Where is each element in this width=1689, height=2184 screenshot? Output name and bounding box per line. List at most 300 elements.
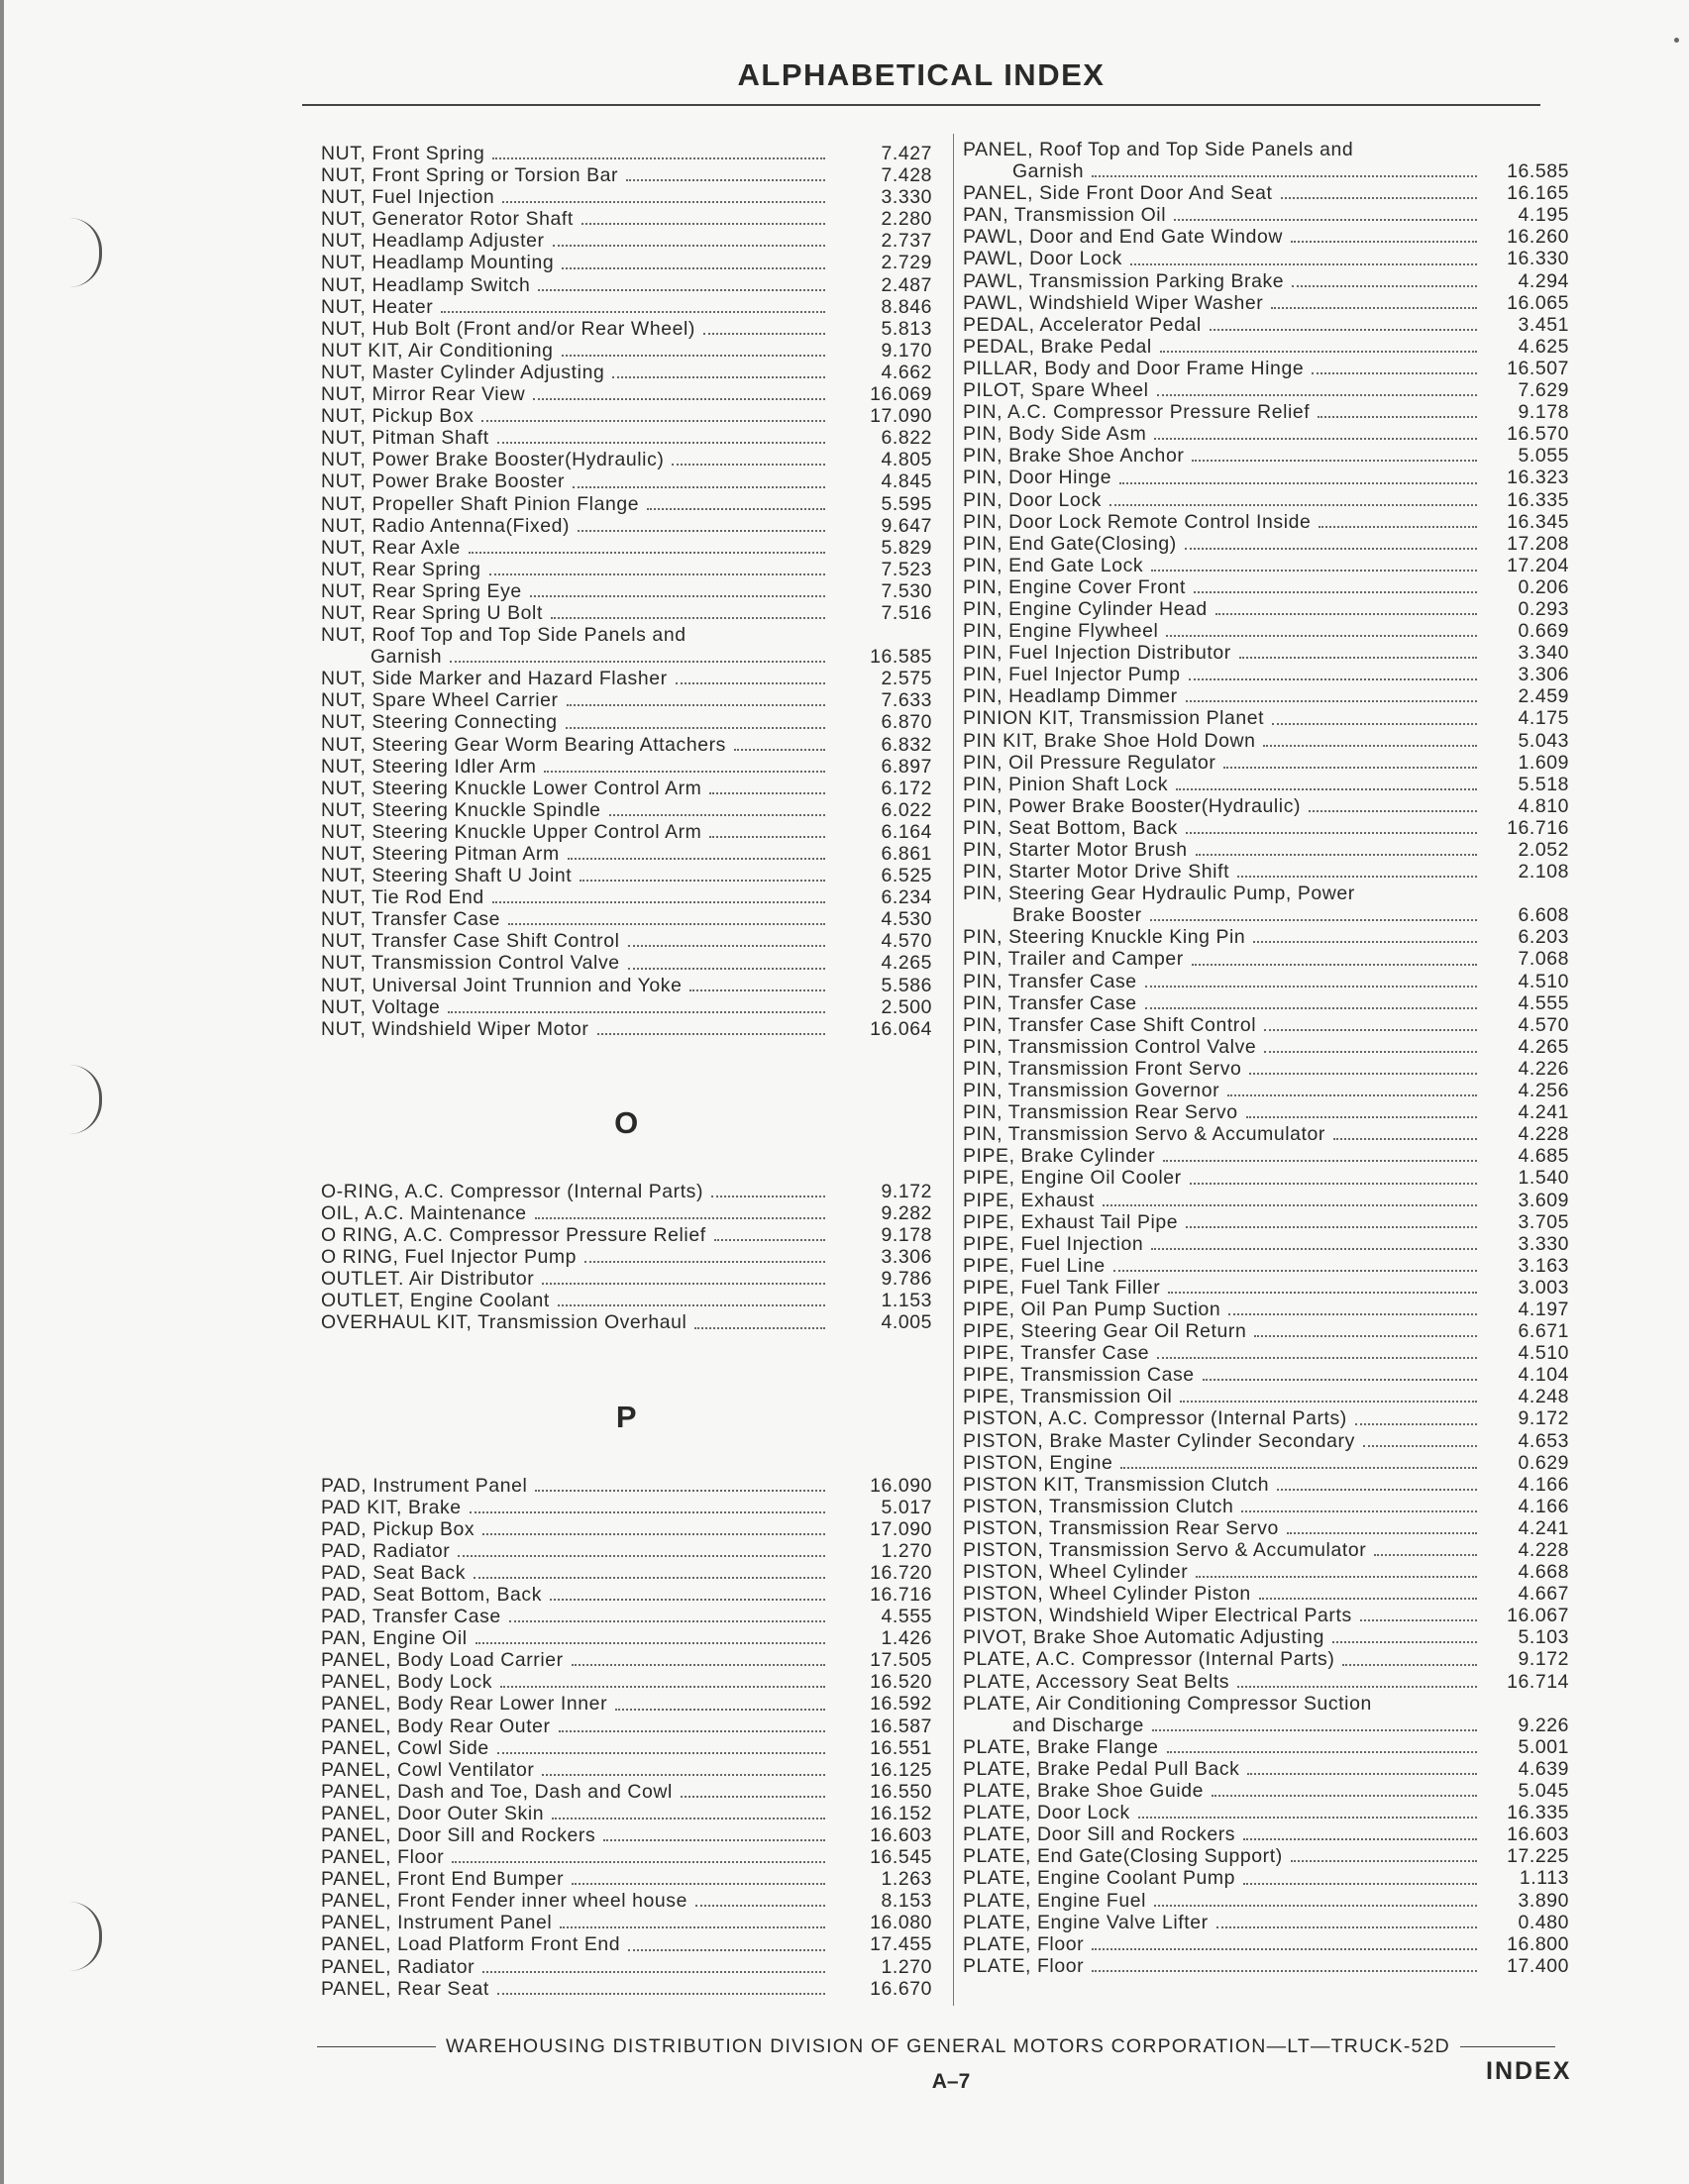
dot-leader xyxy=(1227,1094,1477,1096)
entry-name: NUT, Steering Knuckle Lower Control Arm xyxy=(321,777,702,799)
entry-name: NUT, Side Marker and Hazard Flasher xyxy=(321,668,668,690)
entry-reference: 4.510 xyxy=(1518,970,1569,992)
entry-reference: 6.022 xyxy=(881,798,932,821)
entry-name: PANEL, Rear Seat xyxy=(321,1977,489,2000)
dot-leader xyxy=(1360,1619,1477,1621)
entry-reference: 4.226 xyxy=(1518,1057,1569,1080)
index-entry xyxy=(963,139,1569,182)
entry-reference: 16.570 xyxy=(1507,423,1569,446)
entry-reference: 7.427 xyxy=(881,143,932,164)
dot-leader xyxy=(492,157,825,159)
index-entry xyxy=(321,1671,932,1693)
dot-leader xyxy=(1196,854,1477,856)
entry-name: PIPE, Transmission Case xyxy=(963,1364,1195,1387)
index-entry xyxy=(963,1802,1569,1823)
entry-reference: 7.516 xyxy=(881,601,932,624)
index-entry xyxy=(963,248,1569,269)
entry-name: NUT, Hub Bolt (Front and/or Rear Wheel) xyxy=(321,317,695,340)
entry-name: PIN, Pinion Shaft Lock xyxy=(963,773,1169,795)
dot-leader xyxy=(1092,1970,1477,1972)
entry-name: PEDAL, Brake Pedal xyxy=(963,335,1152,358)
entry-name: PLATE, A.C. Compressor (Internal Parts) xyxy=(963,1648,1335,1671)
entry-reference: 6.608 xyxy=(1518,904,1569,927)
entry-name: PANEL, Instrument Panel xyxy=(321,1912,553,1934)
entry-name: PIPE, Exhaust xyxy=(963,1189,1095,1211)
index-entry xyxy=(963,1452,1569,1474)
entry-reference: 5.586 xyxy=(881,974,932,996)
entry-name: PIPE, Brake Cylinder xyxy=(963,1145,1156,1168)
dot-leader xyxy=(1332,1641,1477,1643)
entry-reference: 7.428 xyxy=(881,164,932,187)
index-entry xyxy=(321,1246,932,1268)
dot-leader xyxy=(1281,197,1478,199)
dot-leader xyxy=(558,1304,825,1306)
index-entry xyxy=(963,379,1569,401)
entry-name: PLATE, Brake Flange xyxy=(963,1735,1159,1758)
index-entry xyxy=(963,1671,1569,1693)
dot-leader xyxy=(1216,1926,1477,1928)
entry-name: NUT, Transfer Case xyxy=(321,908,501,931)
dot-leader xyxy=(1152,1729,1477,1731)
entry-reference: 2.487 xyxy=(881,273,932,296)
entry-name: NUT KIT, Air Conditioning xyxy=(321,339,554,362)
dot-leader xyxy=(542,1774,825,1776)
entry-name: PANEL, Radiator xyxy=(321,1955,475,1978)
entry-name: NUT, Universal Joint Trunnion and Yoke xyxy=(321,974,683,996)
dot-leader xyxy=(581,223,825,225)
index-entry xyxy=(963,1255,1569,1277)
index-entry xyxy=(963,817,1569,839)
index-entry xyxy=(963,1080,1569,1101)
dot-leader xyxy=(1092,1948,1477,1950)
footer-text: WAREHOUSING DISTRIBUTION DIVISION OF GENERAL MOTORS CORPORATION—LT—TRUCK-52D xyxy=(446,2035,1450,2057)
entry-name: PLATE, Engine Valve Lifter xyxy=(963,1911,1209,1933)
entry-name: PLATE, Engine Fuel xyxy=(963,1889,1147,1912)
dot-leader xyxy=(535,1217,825,1219)
entry-name: PIPE, Engine Oil Cooler xyxy=(963,1167,1182,1190)
entry-reference: 7.629 xyxy=(1518,379,1569,402)
entry-name: PIN, Seat Bottom, Back xyxy=(963,816,1178,839)
dot-leader xyxy=(533,398,825,400)
dot-leader xyxy=(544,771,825,773)
entry-reference: 6.203 xyxy=(1518,926,1569,949)
dot-leader xyxy=(481,420,825,422)
index-entry xyxy=(321,1759,932,1781)
dot-leader xyxy=(508,923,825,925)
index-entry xyxy=(963,1693,1569,1736)
entry-reference: 3.451 xyxy=(1518,313,1569,336)
index-entry xyxy=(321,383,932,405)
index-entry xyxy=(963,1845,1569,1867)
index-entry xyxy=(963,1758,1569,1780)
entry-reference: 17.225 xyxy=(1507,1845,1569,1868)
dot-leader xyxy=(1186,1226,1477,1228)
entry-reference: 4.166 xyxy=(1518,1473,1569,1496)
index-entry xyxy=(321,1912,932,1933)
entry-reference: 3.003 xyxy=(1518,1276,1569,1299)
entry-name: PISTON, Transmission Servo & Accumulator xyxy=(963,1539,1367,1561)
entry-name: NUT, Steering Shaft U Joint xyxy=(321,865,573,887)
dot-leader xyxy=(566,727,825,729)
entry-name: PANEL, Roof Top and Top Side Panels and xyxy=(963,139,1354,160)
dot-leader xyxy=(482,1971,825,1973)
dot-leader xyxy=(542,1283,825,1285)
entry-name: PIPE, Transmission Oil xyxy=(963,1386,1173,1408)
entry-name: PIN, Power Brake Booster(Hydraulic) xyxy=(963,794,1302,817)
dot-leader xyxy=(1157,394,1477,396)
entry-reference: 7.523 xyxy=(881,558,932,580)
index-entry xyxy=(963,270,1569,292)
index-entry xyxy=(963,292,1569,314)
dot-leader xyxy=(562,267,825,269)
dot-leader xyxy=(535,1490,825,1492)
dot-leader xyxy=(711,1196,825,1197)
entry-reference: 17.208 xyxy=(1507,532,1569,555)
index-entry xyxy=(321,975,932,996)
index-entry xyxy=(963,1167,1569,1189)
dot-leader xyxy=(1319,526,1477,528)
dot-leader xyxy=(1287,1532,1477,1534)
index-entry xyxy=(321,1311,932,1333)
entry-reference: 4.639 xyxy=(1518,1757,1569,1780)
entry-name: PIN, Transmission Governor xyxy=(963,1080,1220,1102)
entry-reference: 4.104 xyxy=(1518,1364,1569,1387)
entry-reference: 17.090 xyxy=(870,1517,932,1540)
entry-name: PAWL, Door Lock xyxy=(963,248,1122,270)
entry-name: PIN, Transfer Case xyxy=(963,991,1137,1014)
entry-name-continued: and Discharge xyxy=(1012,1714,1144,1736)
dot-leader xyxy=(694,1327,825,1329)
index-entry xyxy=(963,971,1569,992)
index-entry xyxy=(321,1202,932,1224)
entry-reference: 16.800 xyxy=(1507,1932,1569,1955)
entry-reference: 1.263 xyxy=(881,1868,932,1891)
entry-name: PISTON, Brake Master Cylinder Secondary xyxy=(963,1429,1355,1452)
dot-leader xyxy=(1318,416,1477,418)
dot-leader xyxy=(474,1577,825,1579)
index-entry xyxy=(963,1517,1569,1539)
section-letter: P xyxy=(615,1399,638,1434)
footer-rule xyxy=(317,2046,436,2047)
index-entry xyxy=(321,1562,932,1584)
dot-leader xyxy=(1113,1270,1477,1272)
dot-leader xyxy=(552,1818,825,1820)
entry-reference: 0.293 xyxy=(1518,597,1569,620)
index-entry xyxy=(963,1736,1569,1758)
entry-name: PANEL, Door Sill and Rockers xyxy=(321,1824,596,1846)
entry-name: NUT, Pickup Box xyxy=(321,405,475,428)
entry-reference: 5.043 xyxy=(1518,729,1569,752)
entry-reference: 16.323 xyxy=(1507,467,1569,489)
entry-name: PILOT, Spare Wheel xyxy=(963,379,1149,402)
entry-name: PLATE, End Gate(Closing Support) xyxy=(963,1845,1283,1868)
index-entry xyxy=(321,1540,932,1562)
index-entry xyxy=(321,580,932,602)
title-rule xyxy=(302,104,1540,106)
index-entry xyxy=(321,143,932,164)
dot-leader xyxy=(1192,964,1477,966)
entry-name: NUT, Fuel Injection xyxy=(321,186,495,209)
entry-name: NUT, Propeller Shaft Pinion Flange xyxy=(321,492,640,515)
index-entry xyxy=(321,1181,932,1202)
entry-name: PIN, Door Lock xyxy=(963,488,1102,511)
dot-leader xyxy=(559,1730,825,1732)
entry-name: PIN, Starter Motor Brush xyxy=(963,839,1188,861)
index-entry xyxy=(963,948,1569,970)
entry-name: PISTON KIT, Transmission Clutch xyxy=(963,1473,1270,1496)
index-entry xyxy=(963,1320,1569,1342)
entry-name: PIN, Engine Cover Front xyxy=(963,575,1187,598)
index-entry xyxy=(321,952,932,974)
index-entry xyxy=(963,1145,1569,1167)
index-entry xyxy=(321,930,932,952)
entry-name: NUT, Rear Spring Eye xyxy=(321,579,522,602)
entry-name: PIN, Steering Knuckle King Pin xyxy=(963,926,1246,949)
dot-leader xyxy=(538,289,825,291)
index-entry xyxy=(321,1606,932,1627)
dot-leader xyxy=(568,858,825,860)
entry-reference: 4.570 xyxy=(1518,1013,1569,1036)
dot-leader xyxy=(1237,876,1477,878)
dot-leader xyxy=(1186,700,1477,702)
index-entry xyxy=(321,208,932,230)
dot-leader xyxy=(1163,1160,1477,1162)
dot-leader xyxy=(497,1993,825,1995)
entry-name: PANEL, Front End Bumper xyxy=(321,1868,565,1891)
dot-leader xyxy=(647,508,825,510)
entry-reference: 5.595 xyxy=(881,492,932,515)
entry-reference: 16.065 xyxy=(1507,291,1569,314)
footer xyxy=(307,2035,1565,2058)
entry-reference: 16.585 xyxy=(870,646,932,669)
entry-reference: 3.890 xyxy=(1518,1889,1569,1912)
entry-reference: 5.055 xyxy=(1518,445,1569,468)
entry-name: PAD, Radiator xyxy=(321,1539,451,1562)
entry-name: OIL, A.C. Maintenance xyxy=(321,1201,527,1224)
entry-reference: 16.260 xyxy=(1507,226,1569,249)
entry-reference: 3.340 xyxy=(1518,642,1569,665)
entry-reference: 16.125 xyxy=(870,1758,932,1781)
dot-leader xyxy=(1246,1116,1477,1118)
index-entry xyxy=(321,1475,932,1497)
entry-reference: 4.294 xyxy=(1518,269,1569,292)
entry-reference: 9.226 xyxy=(1518,1714,1569,1736)
dot-leader xyxy=(1120,1467,1477,1469)
dot-leader xyxy=(609,814,825,816)
dot-leader xyxy=(1192,460,1477,462)
entry-name: PIN, Transmission Control Valve xyxy=(963,1035,1257,1058)
dot-leader xyxy=(509,1620,825,1622)
index-entry xyxy=(321,1933,932,1955)
index-entry xyxy=(321,537,932,559)
index-entry xyxy=(321,274,932,296)
index-entry xyxy=(321,1890,932,1912)
index-entry xyxy=(321,624,932,668)
entry-name: O RING, Fuel Injector Pump xyxy=(321,1246,578,1269)
entry-name: PAD, Seat Back xyxy=(321,1561,466,1584)
page-title: ALPHABETICAL INDEX xyxy=(737,57,1106,92)
index-entry xyxy=(321,340,932,362)
index-entry xyxy=(963,992,1569,1014)
index-entry xyxy=(321,602,932,624)
entry-name: NUT, Generator Rotor Shaft xyxy=(321,208,574,231)
dot-leader xyxy=(1180,1401,1477,1403)
entry-reference: 9.172 xyxy=(1518,1648,1569,1671)
entry-name: PANEL, Body Rear Lower Inner xyxy=(321,1693,608,1716)
entry-reference: 4.256 xyxy=(1518,1080,1569,1102)
entry-reference: 6.897 xyxy=(881,755,932,778)
entry-reference: 4.625 xyxy=(1518,335,1569,358)
dot-leader xyxy=(1194,591,1477,593)
entry-name: PIN, Transmission Servo & Accumulator xyxy=(963,1123,1325,1146)
entry-reference: 4.570 xyxy=(881,930,932,953)
dot-leader xyxy=(1210,329,1477,331)
dot-leader xyxy=(1130,263,1477,265)
entry-name: NUT, Steering Knuckle Upper Control Arm xyxy=(321,820,702,843)
entry-reference: 16.152 xyxy=(870,1802,932,1824)
dot-leader xyxy=(572,1883,825,1885)
index-entry xyxy=(963,1211,1569,1233)
entry-reference: 1.270 xyxy=(881,1955,932,1978)
entry-reference: 6.172 xyxy=(881,777,932,799)
dot-leader xyxy=(469,552,825,554)
entry-reference: 7.633 xyxy=(881,689,932,712)
index-entry xyxy=(963,445,1569,467)
dot-leader xyxy=(1241,1510,1477,1512)
dot-leader xyxy=(1333,1138,1477,1140)
index-entry xyxy=(321,515,932,537)
entry-name: PANEL, Body Rear Outer xyxy=(321,1715,551,1737)
section-spacer xyxy=(321,1457,932,1475)
index-entry xyxy=(963,795,1569,817)
index-entry xyxy=(963,1277,1569,1299)
index-entry xyxy=(963,423,1569,445)
entry-name: NUT, Headlamp Adjuster xyxy=(321,230,545,253)
dot-leader xyxy=(441,311,825,313)
entry-reference: 6.164 xyxy=(881,820,932,843)
index-entry xyxy=(963,1933,1569,1955)
dot-leader xyxy=(1292,285,1477,287)
dot-leader xyxy=(1150,919,1477,921)
entry-reference: 2.052 xyxy=(1518,839,1569,861)
entry-reference: 4.810 xyxy=(1518,794,1569,817)
dot-leader xyxy=(597,1033,826,1035)
entry-reference: 4.662 xyxy=(881,361,932,383)
index-entry xyxy=(321,1224,932,1246)
dot-leader xyxy=(1253,941,1477,943)
entry-name: PEDAL, Accelerator Pedal xyxy=(963,313,1202,336)
index-entry xyxy=(963,1014,1569,1036)
dot-leader xyxy=(695,1905,825,1907)
index-tab-label: INDEX xyxy=(1486,2057,1572,2085)
entry-reference: 16.603 xyxy=(870,1824,932,1846)
entry-name-continued: Brake Booster xyxy=(1012,904,1142,927)
entry-reference: 9.786 xyxy=(881,1268,932,1291)
index-entry xyxy=(963,664,1569,685)
entry-name: PIN, A.C. Compressor Pressure Relief xyxy=(963,401,1311,424)
dot-leader xyxy=(530,595,825,597)
entry-reference: 0.480 xyxy=(1518,1911,1569,1933)
entry-reference: 16.067 xyxy=(1507,1605,1569,1627)
dot-leader xyxy=(567,704,825,706)
entry-name: PIPE, Fuel Line xyxy=(963,1254,1106,1277)
index-entry xyxy=(963,533,1569,555)
dot-leader xyxy=(1272,723,1477,725)
entry-reference: 2.108 xyxy=(1518,861,1569,884)
dot-leader xyxy=(1247,1773,1477,1775)
dot-leader xyxy=(628,945,825,947)
entry-name: PIPE, Oil Pan Pump Suction xyxy=(963,1298,1221,1320)
entry-name: PIN, Door Hinge xyxy=(963,467,1112,489)
dot-leader xyxy=(628,1949,825,1951)
dot-leader xyxy=(560,1926,825,1928)
entry-name: NUT, Steering Pitman Arm xyxy=(321,843,560,865)
entry-name: PANEL, Cowl Side xyxy=(321,1736,489,1759)
index-entry xyxy=(963,926,1569,948)
entry-name: PIN, Headlamp Dimmer xyxy=(963,685,1178,708)
entry-reference: 16.507 xyxy=(1507,357,1569,379)
entry-reference: 16.520 xyxy=(870,1671,932,1694)
column-divider xyxy=(953,134,954,2006)
index-entry xyxy=(963,1867,1569,1889)
index-entry xyxy=(963,1583,1569,1605)
index-entry xyxy=(321,1956,932,1978)
entry-name: PLATE, Brake Shoe Guide xyxy=(963,1780,1205,1803)
dot-leader xyxy=(612,376,825,378)
entry-reference: 17.090 xyxy=(870,405,932,428)
dot-leader xyxy=(1119,482,1477,484)
entry-reference: 5.001 xyxy=(1518,1735,1569,1758)
index-entry xyxy=(321,1518,932,1540)
dot-leader xyxy=(458,1555,825,1557)
dot-leader xyxy=(1145,1007,1477,1009)
index-entry xyxy=(963,576,1569,598)
index-entry xyxy=(963,182,1569,204)
index-entry xyxy=(321,1868,932,1890)
entry-name: PISTON, A.C. Compressor (Internal Parts) xyxy=(963,1407,1347,1430)
index-entry xyxy=(963,1190,1569,1211)
entry-name: NUT, Steering Idler Arm xyxy=(321,755,537,778)
index-entry xyxy=(963,774,1569,795)
entry-name: PIN, Transfer Case xyxy=(963,970,1137,992)
entry-reference: 17.204 xyxy=(1507,554,1569,576)
index-entry xyxy=(321,1978,932,2000)
index-entry xyxy=(321,427,932,449)
entry-reference: 4.265 xyxy=(1518,1035,1569,1058)
entry-name: PIN, Engine Flywheel xyxy=(963,620,1159,643)
entry-reference: 6.234 xyxy=(881,886,932,909)
entry-name: NUT, Pitman Shaft xyxy=(321,427,489,450)
entry-reference: 4.195 xyxy=(1518,204,1569,227)
index-entry xyxy=(963,1036,1569,1058)
index-entry xyxy=(321,1497,932,1518)
index-entry xyxy=(321,1290,932,1311)
entry-reference: 4.005 xyxy=(881,1311,932,1334)
dot-leader xyxy=(1166,635,1477,637)
index-entry xyxy=(321,799,932,821)
dot-leader xyxy=(615,1709,825,1711)
entry-name: PAN, Engine Oil xyxy=(321,1627,468,1650)
entry-name: PIPE, Transfer Case xyxy=(963,1342,1150,1365)
entry-name: PANEL, Floor xyxy=(321,1846,445,1869)
index-entry xyxy=(963,1780,1569,1802)
entry-reference: 7.068 xyxy=(1518,948,1569,971)
entry-name: PIN, Fuel Injector Pump xyxy=(963,664,1181,686)
dot-leader xyxy=(1363,1445,1477,1447)
entry-reference: 5.813 xyxy=(881,317,932,340)
entry-name: PLATE, Floor xyxy=(963,1954,1085,1977)
entry-name: PIPE, Exhaust Tail Pipe xyxy=(963,1210,1179,1233)
